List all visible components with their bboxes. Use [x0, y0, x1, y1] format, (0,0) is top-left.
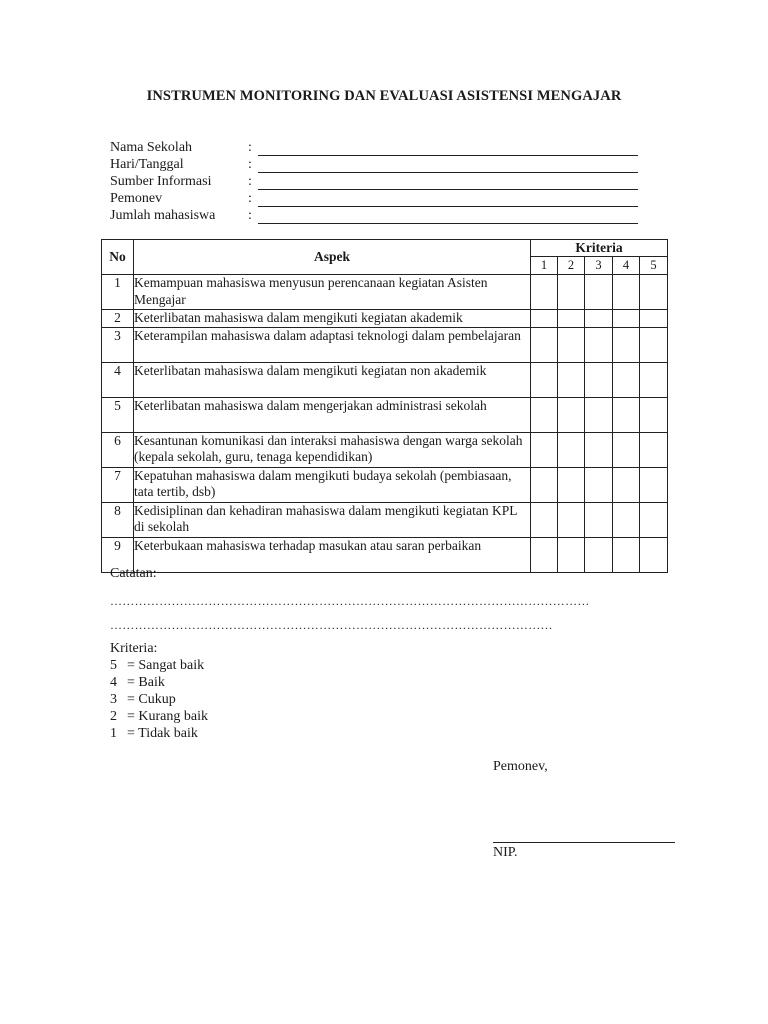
legend-num: 3 — [110, 692, 117, 707]
score-cell[interactable] — [558, 502, 585, 537]
legend-item — [110, 674, 208, 691]
table-row — [102, 467, 668, 502]
row-aspek: Kesantunan komunikasi dan interaksi mahasiswa dengan warga sekolah (kepala sekolah, guru, tenaga kependidikan) — [134, 432, 531, 467]
row-no: 9 — [102, 537, 134, 572]
header-score-5: 5 — [640, 256, 668, 274]
table-row — [102, 397, 668, 432]
legend-num: 5 — [110, 658, 117, 673]
legend-item — [110, 725, 208, 742]
row-aspek: Keterlibatan mahasiswa dalam mengikuti kegiatan akademik — [134, 310, 531, 328]
score-cell[interactable] — [613, 537, 640, 572]
table-row — [102, 275, 668, 310]
legend-text: = Kurang baik — [127, 709, 208, 724]
catatan-label: Catatan: — [110, 566, 157, 581]
table-row — [102, 327, 668, 362]
document-title: INSTRUMEN MONITORING DAN EVALUASI ASISTENSI MENGAJAR — [146, 88, 622, 104]
jumlah-mahasiswa-field[interactable] — [258, 211, 638, 224]
score-cell[interactable] — [640, 397, 668, 432]
score-cell[interactable] — [613, 467, 640, 502]
score-cell[interactable] — [613, 275, 640, 310]
score-cell[interactable] — [585, 327, 613, 362]
table-row — [102, 502, 668, 537]
score-cell[interactable] — [613, 310, 640, 328]
row-no: 4 — [102, 362, 134, 397]
row-aspek: Keterbukaan mahasiswa terhadap masukan atau saran perbaikan — [134, 537, 531, 572]
score-cell[interactable] — [531, 362, 558, 397]
row-aspek: Keterlibatan mahasiswa dalam mengikuti kegiatan non akademik — [134, 362, 531, 397]
signature-role: Pemonev, — [493, 759, 548, 774]
info-row-nama-sekolah — [110, 139, 650, 156]
score-cell[interactable] — [640, 327, 668, 362]
score-cell[interactable] — [585, 502, 613, 537]
header-score-4: 4 — [613, 256, 640, 274]
score-cell[interactable] — [640, 310, 668, 328]
row-aspek: Keterlibatan mahasiswa dalam mengerjakan administrasi sekolah — [134, 397, 531, 432]
info-label: Sumber Informasi — [110, 174, 212, 189]
evaluation-table — [101, 239, 668, 573]
info-label: Pemonev — [110, 191, 163, 206]
kriteria-legend — [110, 640, 208, 742]
table-row — [102, 310, 668, 328]
kriteria-label: Kriteria: — [110, 641, 158, 656]
score-cell[interactable] — [640, 275, 668, 310]
header-score-1: 1 — [531, 256, 558, 274]
nama-sekolah-field[interactable] — [258, 143, 638, 156]
row-aspek: Kedisiplinan dan kehadiran mahasiswa dalam mengikuti kegiatan KPL di sekolah — [134, 502, 531, 537]
score-cell[interactable] — [585, 467, 613, 502]
info-row-jumlah-mahasiswa — [110, 207, 650, 224]
table-row — [102, 362, 668, 397]
pemonev-field[interactable] — [258, 194, 638, 207]
row-no: 5 — [102, 397, 134, 432]
score-cell[interactable] — [558, 397, 585, 432]
info-row-hari-tanggal — [110, 156, 650, 173]
score-cell[interactable] — [531, 537, 558, 572]
score-cell[interactable] — [585, 537, 613, 572]
row-aspek: Keterampilan mahasiswa dalam adaptasi teknologi dalam pembelajaran — [134, 327, 531, 362]
score-cell[interactable] — [613, 327, 640, 362]
info-colon: : — [248, 140, 252, 155]
header-no: No — [102, 240, 134, 275]
score-cell[interactable] — [558, 537, 585, 572]
score-cell[interactable] — [585, 310, 613, 328]
row-no: 6 — [102, 432, 134, 467]
legend-text: = Sangat baik — [127, 658, 205, 673]
legend-item — [110, 691, 208, 708]
row-no: 1 — [102, 275, 134, 310]
sumber-informasi-field[interactable] — [258, 177, 638, 190]
score-cell[interactable] — [640, 502, 668, 537]
signature-line[interactable] — [493, 842, 675, 843]
score-cell[interactable] — [613, 362, 640, 397]
info-label: Jumlah mahasiswa — [110, 208, 216, 223]
table-row — [102, 432, 668, 467]
header-score-3: 3 — [585, 256, 613, 274]
header-kriteria: Kriteria — [531, 240, 668, 257]
hari-tanggal-field[interactable] — [258, 160, 638, 173]
score-cell[interactable] — [613, 397, 640, 432]
score-cell[interactable] — [531, 397, 558, 432]
header-score-2: 2 — [558, 256, 585, 274]
legend-item — [110, 657, 208, 674]
score-cell[interactable] — [558, 467, 585, 502]
legend-text: = Baik — [127, 675, 165, 690]
score-cell[interactable] — [613, 432, 640, 467]
legend-text: = Tidak baik — [127, 726, 198, 741]
row-no: 7 — [102, 467, 134, 502]
score-cell[interactable] — [585, 275, 613, 310]
legend-text: = Cukup — [127, 692, 176, 707]
legend-num: 1 — [110, 726, 117, 741]
score-cell[interactable] — [558, 362, 585, 397]
score-cell[interactable] — [558, 432, 585, 467]
score-cell[interactable] — [531, 467, 558, 502]
signature-nip: NIP. — [493, 845, 518, 860]
score-cell[interactable] — [531, 275, 558, 310]
score-cell[interactable] — [613, 502, 640, 537]
info-row-pemonev — [110, 190, 650, 207]
row-aspek: Kepatuhan mahasiswa dalam mengikuti budaya sekolah (pembiasaan, tata tertib, dsb) — [134, 467, 531, 502]
legend-num: 4 — [110, 675, 117, 690]
catatan-dotted-line-2[interactable]: ……………………………………………………………………………………………… — [110, 618, 553, 632]
info-fields — [110, 139, 650, 224]
legend-num: 2 — [110, 709, 117, 724]
info-row-sumber-informasi — [110, 173, 650, 190]
row-no: 3 — [102, 327, 134, 362]
score-cell[interactable] — [640, 537, 668, 572]
info-colon: : — [248, 174, 252, 189]
score-cell[interactable] — [640, 362, 668, 397]
score-cell[interactable] — [531, 502, 558, 537]
score-cell[interactable] — [640, 467, 668, 502]
score-cell[interactable] — [585, 397, 613, 432]
score-cell[interactable] — [640, 432, 668, 467]
row-aspek: Kemampuan mahasiswa menyusun perencanaan kegiatan Asisten Mengajar — [134, 275, 531, 310]
info-label: Hari/Tanggal — [110, 157, 184, 172]
score-cell[interactable] — [585, 432, 613, 467]
info-colon: : — [248, 191, 252, 206]
table-row — [102, 537, 668, 572]
score-cell[interactable] — [585, 362, 613, 397]
catatan-dotted-line-1[interactable]: ……………………………………………………………………………………………………… — [110, 594, 590, 608]
score-cell[interactable] — [531, 310, 558, 328]
score-cell[interactable] — [531, 432, 558, 467]
info-label: Nama Sekolah — [110, 140, 193, 155]
score-cell[interactable] — [558, 327, 585, 362]
legend-item — [110, 708, 208, 725]
info-colon: : — [248, 208, 252, 223]
score-cell[interactable] — [558, 275, 585, 310]
score-cell[interactable] — [558, 310, 585, 328]
score-cell[interactable] — [531, 327, 558, 362]
info-colon: : — [248, 157, 252, 172]
row-no: 8 — [102, 502, 134, 537]
row-no: 2 — [102, 310, 134, 328]
header-aspek: Aspek — [134, 240, 531, 275]
